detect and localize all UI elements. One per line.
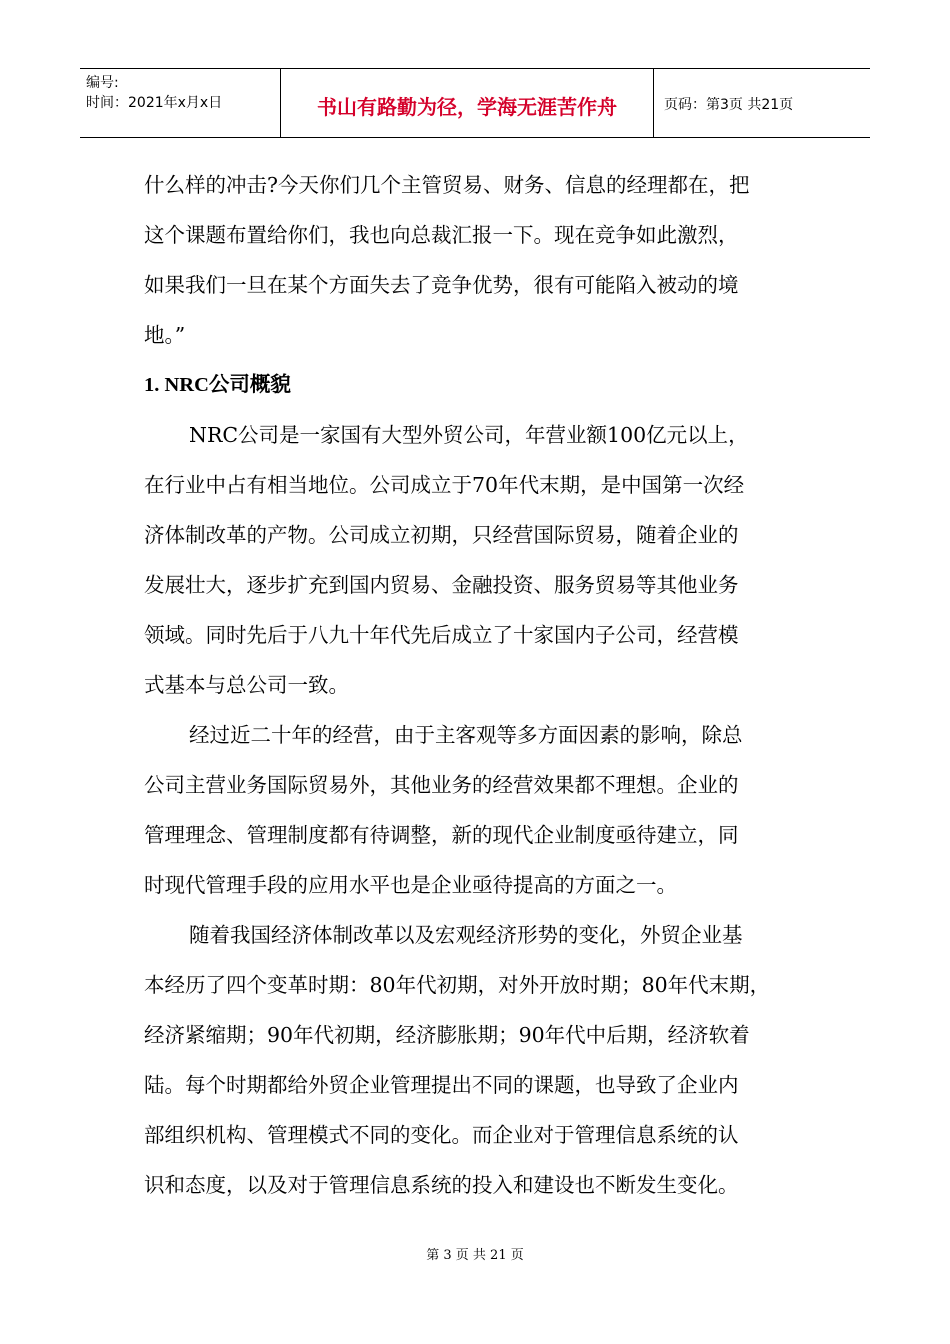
text-line: 领域。同时先后于八九十年代先后成立了十家国内子公司，经营模 xyxy=(144,623,739,647)
text-line: 识和态度，以及对于管理信息系统的投入和建设也不断发生变化。 xyxy=(144,1173,739,1197)
text-line: 济体制改革的产物。公司成立初期，只经营国际贸易，随着企业的 xyxy=(144,523,739,547)
text-line: 发展壮大，逐步扩充到国内贸易、金融投资、服务贸易等其他业务 xyxy=(144,573,739,597)
text-line: 时现代管理手段的应用水平也是企业亟待提高的方面之一。 xyxy=(144,873,677,897)
text-line: 本经历了四个变革时期：80年代初期，对外开放时期；80年代末期， xyxy=(144,973,771,997)
text-line: 如果我们一旦在某个方面失去了竞争优势，很有可能陷入被动的境 xyxy=(144,273,739,297)
header-page-info: 页码：第3页 共21页 xyxy=(664,97,794,113)
document-time-label: 时间：2021年x月x日 xyxy=(86,95,223,111)
text-line: 陆。每个时期都给外贸企业管理提出不同的课题，也导致了企业内 xyxy=(144,1073,739,1097)
text-line: 公司主营业务国际贸易外，其他业务的经营效果都不理想。企业的 xyxy=(144,773,739,797)
text-line: 什么样的冲击?今天你们几个主管贸易、财务、信息的经理都在，把 xyxy=(144,173,750,197)
text-line: 在行业中占有相当地位。公司成立于70年代末期，是中国第一次经 xyxy=(144,473,745,497)
text-line: 经过近二十年的经营，由于主客观等多方面因素的影响，除总 xyxy=(189,723,743,747)
page-footer: 第 3 页 共 21 页 xyxy=(426,1248,524,1263)
document-number-label: 编号: xyxy=(86,75,119,91)
text-line: 部组织机构、管理模式不同的变化。而企业对于管理信息系统的认 xyxy=(144,1123,739,1147)
text-line: 这个课题布置给你们，我也向总裁汇报一下。现在竞争如此激烈， xyxy=(144,223,739,247)
text-line: NRC公司是一家国有大型外贸公司，年营业额100亿元以上， xyxy=(189,423,749,447)
section-heading: 1. NRC公司概貌 xyxy=(144,374,291,396)
text-line: 地。” xyxy=(144,323,186,347)
header-motto: 书山有路勤为径，学海无涯苦作舟 xyxy=(281,69,654,137)
header-meta xyxy=(80,69,281,137)
text-line: 经济紧缩期；90年代初期，经济膨胀期；90年代中后期，经济软着 xyxy=(144,1023,750,1047)
text-line: 式基本与总公司一致。 xyxy=(144,673,349,697)
document-body xyxy=(144,160,810,1210)
page-header xyxy=(80,68,870,138)
text-line: 管理理念、管理制度都有待调整，新的现代企业制度亟待建立，同 xyxy=(144,823,739,847)
text-line: 随着我国经济体制改革以及宏观经济形势的变化，外贸企业基 xyxy=(189,923,743,947)
